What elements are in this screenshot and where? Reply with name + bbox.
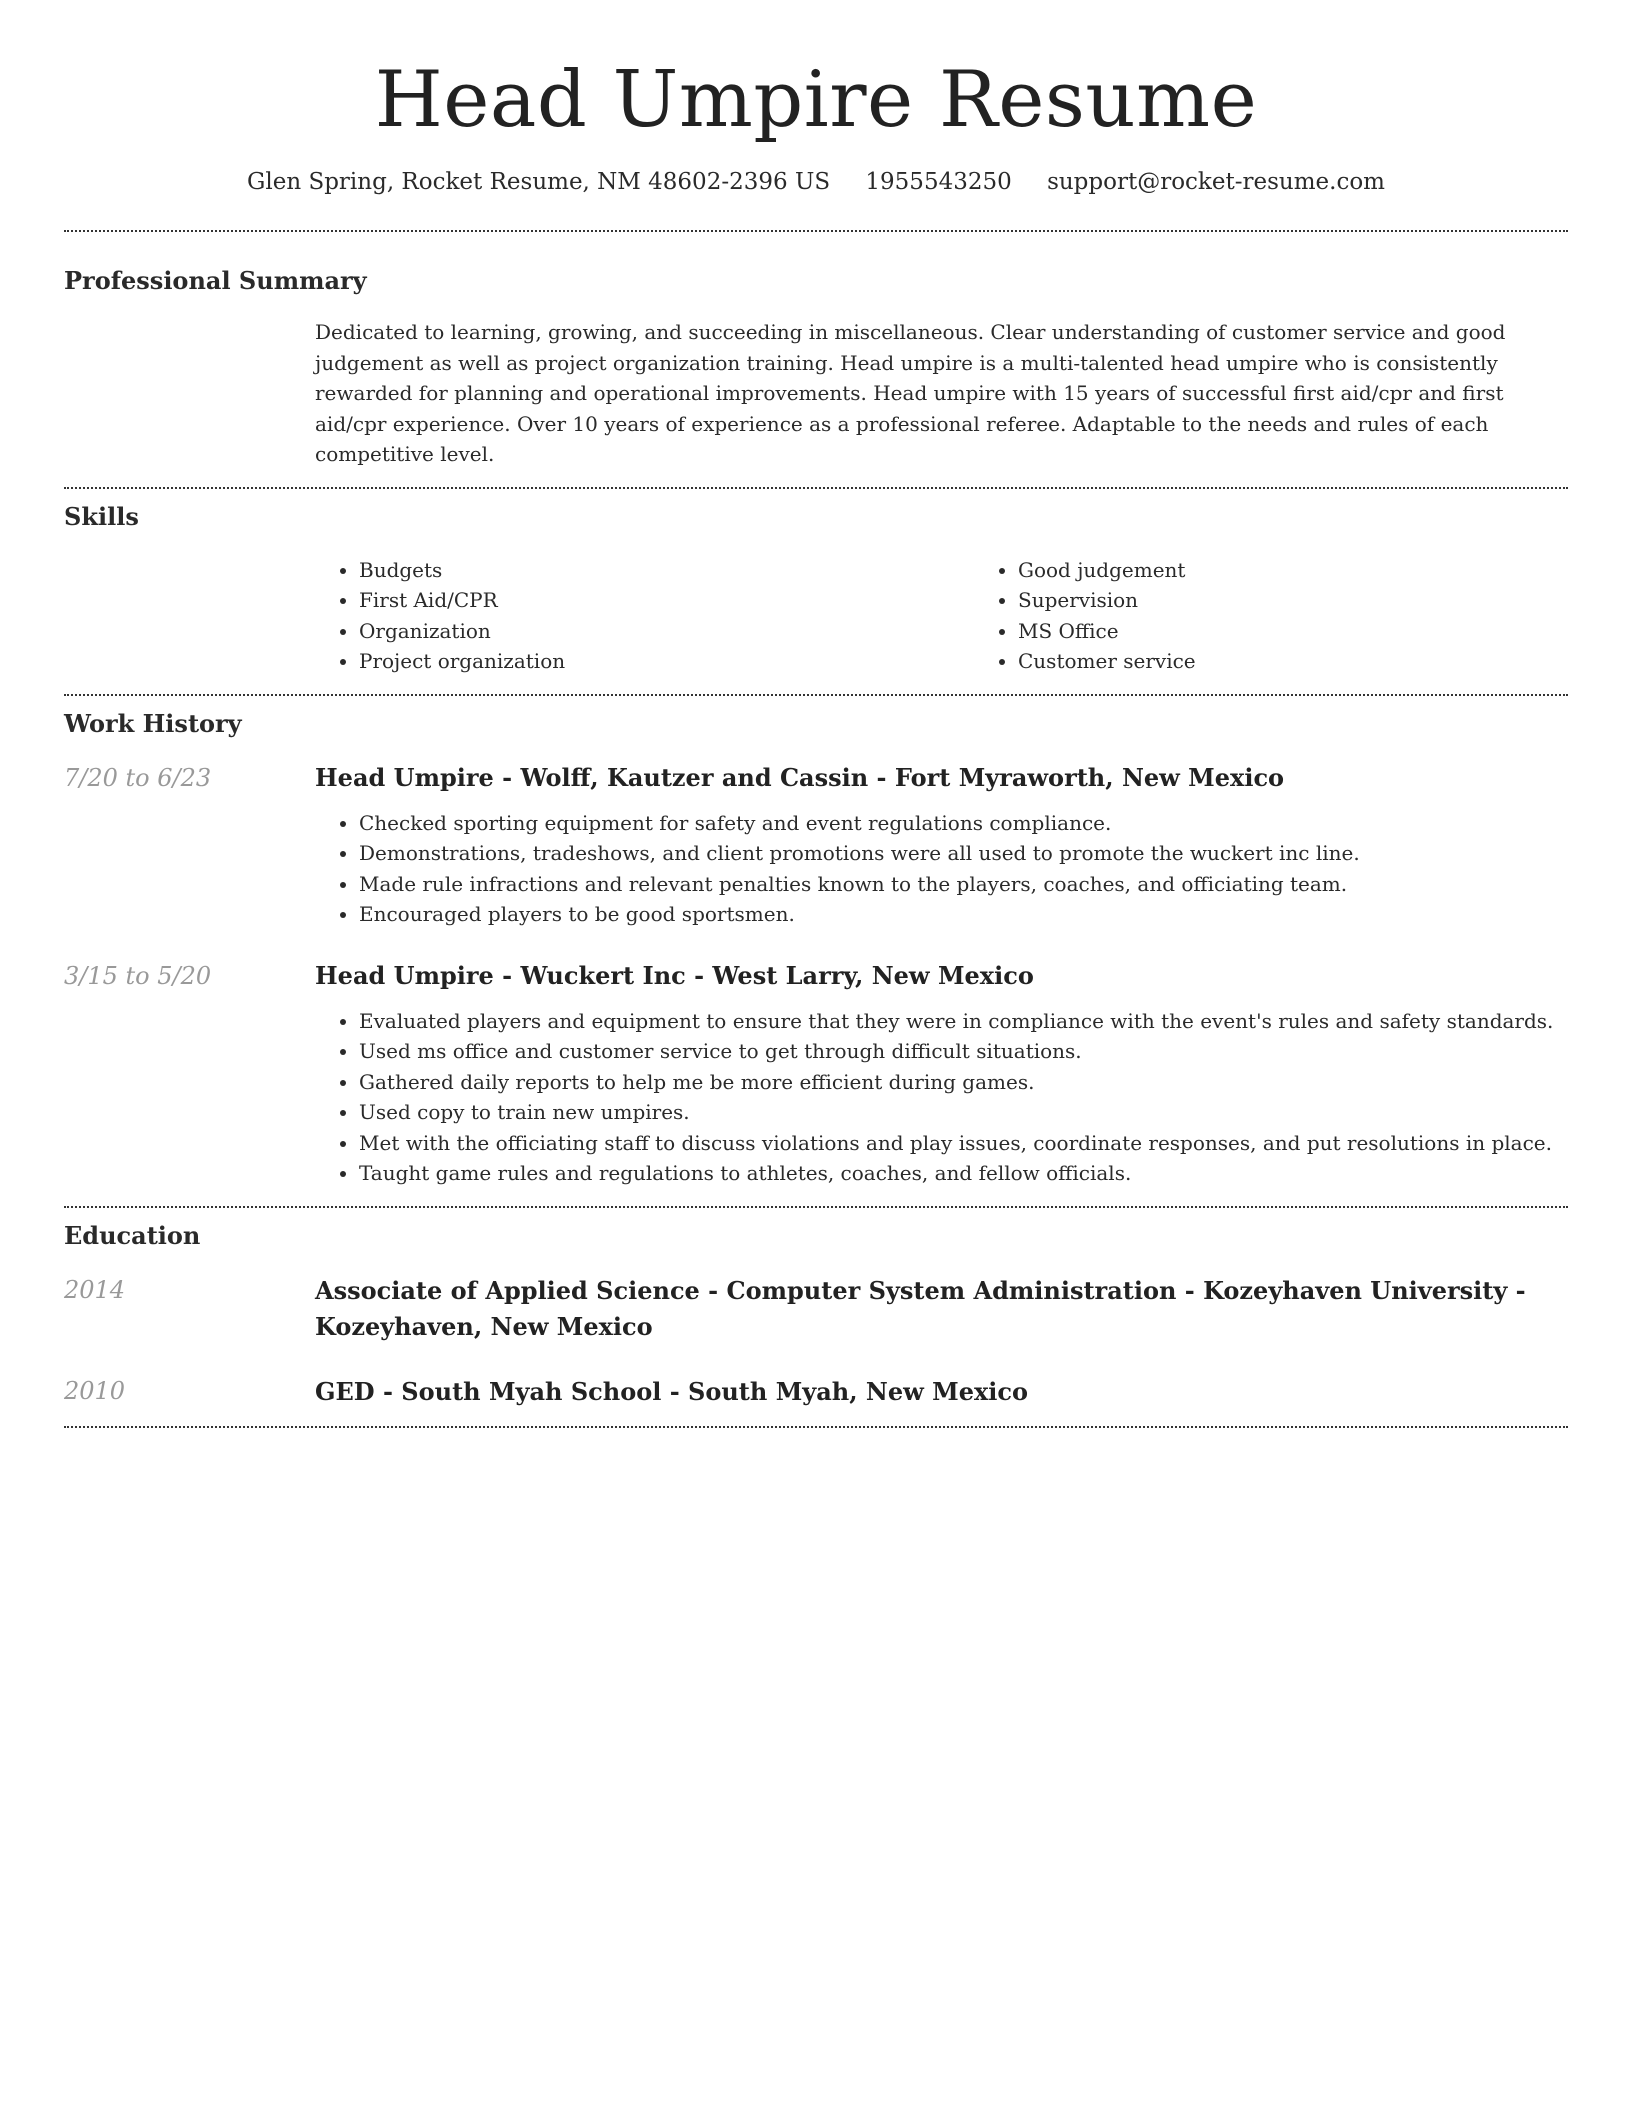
contact-phone: 1955543250 [865,169,1012,195]
job-bullet: • Made rule infractions and relevant penalties known to the players, coaches, and officiating team. [359,869,1568,900]
skill-item: • Supervision [1018,585,1632,616]
education-entry [64,1374,1568,1410]
skill-item: • First Aid/CPR [359,585,974,616]
skills-heading: Skills [64,501,139,531]
job-bullet: • Gathered daily reports to help me be more efficient during games. [359,1067,1568,1098]
work-history-section [64,696,1568,1189]
skills-section [64,489,1568,677]
summary-text: Dedicated to learning, growing, and succeeding in miscellaneous. Clear understanding of customer service and good judgement as well as project organization training. Head umpire is a multi-talented head umpire who is consistently rewarded for planning and operational improvements. Head umpire with 15 years of successful first aid/cpr and first aid/cpr experience. Over 10 years of experience as a professional referee. Adaptable to the needs and rules of each competitive level. [315,320,1506,466]
education-heading: Education [64,1220,201,1250]
job-bullet: • Used ms office and customer service to get through difficult situations. [359,1036,1568,1067]
job-dates: 7/20 to 6/23 [64,763,212,792]
skill-item: • Customer service [1018,646,1632,677]
education-year: 2010 [64,1376,126,1405]
resume-title: Head Umpire Resume [374,55,1258,145]
education-year: 2014 [64,1275,126,1304]
job-title: Head Umpire - Wolff, Kautzer and Cassin - Fort Myraworth, New Mexico [315,762,1285,792]
contact-line [64,166,1568,198]
skill-item: • Budgets [359,555,974,586]
job-title: Head Umpire - Wuckert Inc - West Larry, New Mexico [315,960,1034,990]
work-history-heading: Work History [64,708,242,738]
job-bullet: • Taught game rules and regulations to athletes, coaches, and fellow officials. [359,1158,1568,1189]
education-section [64,1208,1568,1410]
job-entry [64,959,1568,1189]
job-bullets [315,808,1568,930]
skill-item: • MS Office [1018,616,1632,647]
job-bullets [315,1006,1568,1189]
job-dates: 3/15 to 5/20 [64,961,212,990]
job-bullet: • Used copy to train new umpires. [359,1097,1568,1128]
contact-address: Glen Spring, Rocket Resume, NM 48602-2396 US [246,169,831,195]
job-entry [64,761,1568,930]
job-bullet: • Checked sporting equipment for safety and event regulations compliance. [359,808,1568,839]
summary-section [64,232,1568,470]
skill-item: • Organization [359,616,974,647]
contact-email: support@rocket-resume.com [1047,169,1385,195]
education-title: Associate of Applied Science - Computer System Administration - Kozeyhaven University - Kozeyhaven, New Mexico [315,1275,1526,1341]
resume-page [64,0,1568,1428]
skills-list-left [315,555,974,677]
skills-list-right [974,555,1632,677]
education-entry [64,1273,1568,1345]
section-divider [64,1426,1568,1428]
summary-heading: Professional Summary [64,266,367,295]
job-bullet: • Evaluated players and equipment to ensure that they were in compliance with the event's rules and safety standards. [359,1006,1568,1037]
skill-item: • Good judgement [1018,555,1632,586]
job-bullet: • Demonstrations, tradeshows, and client promotions were all used to promote the wuckert inc line. [359,838,1568,869]
education-title: GED - South Myah School - South Myah, New Mexico [315,1376,1029,1406]
job-bullet: • Encouraged players to be good sportsmen. [359,899,1568,930]
skill-item: • Project organization [359,646,974,677]
job-bullet: • Met with the officiating staff to discuss violations and play issues, coordinate responses, and put resolutions in place. [359,1128,1568,1159]
